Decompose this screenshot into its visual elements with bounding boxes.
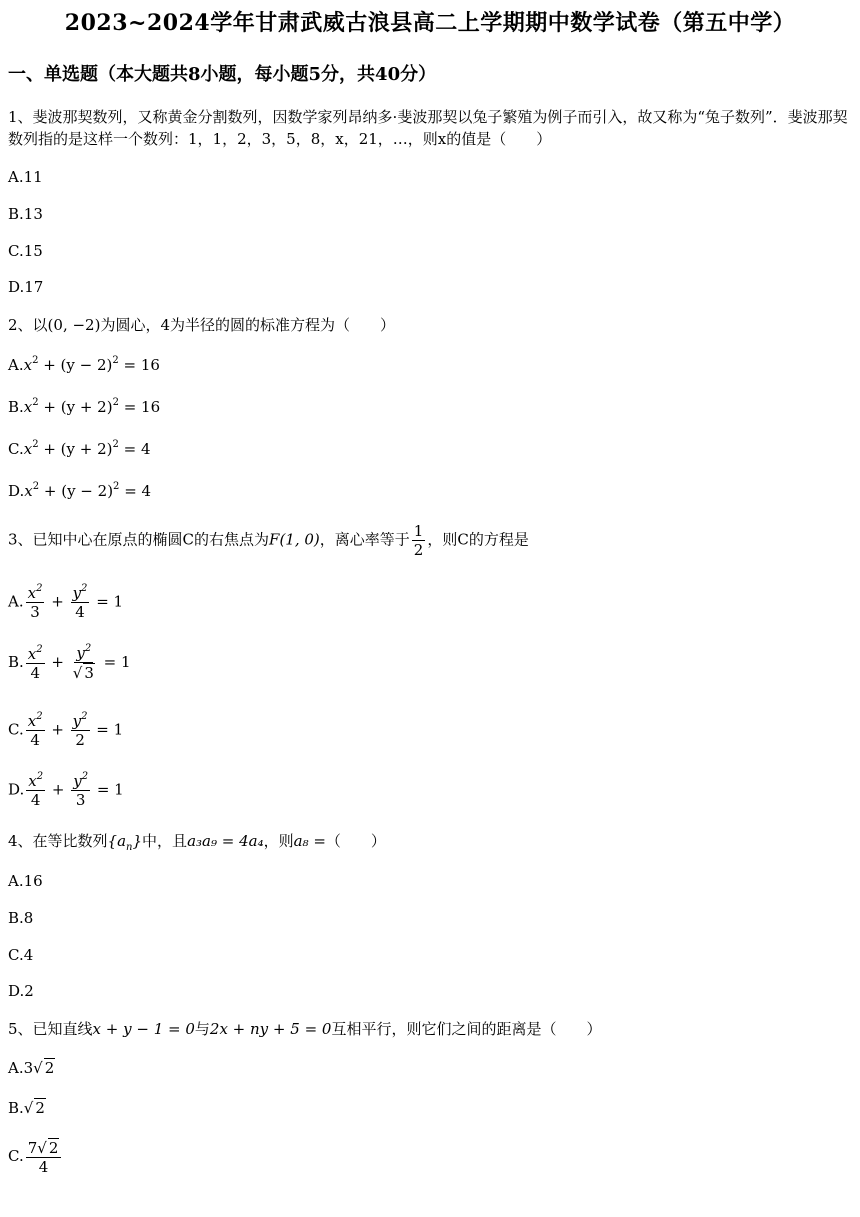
q2-option-d[interactable]: $D.x^2 + (y - 2)^2 = 4$ [8,481,152,500]
q3-focus: F(1, 0) [269,530,320,549]
q4-equation: a₃a₉ = 4a₄ [187,832,264,850]
q2-option-a-label: A. [8,356,24,374]
q2-option-b-mid: + (y + 2) [38,398,113,416]
page-title: 2023~2024学年甘肃武威古浪县高二上学期期中数学试卷（第五中学） [64,10,796,36]
q5-option-b-label: B. [8,1099,24,1117]
q3-option-a-rhs: = 1 [91,592,124,611]
q5-option-a[interactable]: A.3√ 2 [8,1059,55,1077]
q3-option-d-label: D. [8,780,25,799]
q2-option-c-label: C. [8,440,24,458]
q4-sequence: $\{a_n\}$ [107,832,143,853]
q5-option-c-fraction: $\frac{7√ 2}{4}$ [26,1138,62,1176]
q2-option-b-label: B. [8,398,24,416]
q3-eccentricity-fraction: $\frac{1}{2}$ [413,522,424,559]
q5-option-b[interactable]: B.√ 2 [8,1099,45,1117]
q3-option-b[interactable]: B. $\frac{x^2}{4}$ + $\frac{y^2}{√ 3}$ = 1 [8,643,131,682]
question-2 [8,314,395,335]
q5-option-a-radicand: 2 [44,1059,55,1077]
q3-option-b-frac1: $\frac{x^2}{4}$ [27,643,43,682]
q3-suffix: ，则C的方程是 [427,530,529,549]
q2-option-a-mid: + (y − 2) [38,356,113,374]
q2-option-b-base: x [23,398,33,416]
q5-option-b-radicand: 2 [35,1099,45,1117]
q3-option-b-label: B. [8,653,24,671]
section-heading: 一、单选题（本大题共8小题，每小题5分，共40分） [8,64,437,85]
q3-option-c-frac1: $\frac{x^2}{4}$ [27,711,43,749]
q3-option-a[interactable]: A. $\frac{x^2}{3}$ + $\frac{y^2}{4}$ = 1 [8,583,124,621]
q3-option-c-rhs: = 1 [91,720,124,739]
q3-option-d-frac1: $\frac{x^2}{4}$ [28,771,44,809]
question-3 [8,522,529,559]
q4-mid2: ，则 [263,832,294,850]
q2-option-d-label: D. [8,482,25,500]
q2-center: (0, −2) [47,316,101,334]
q4-prefix: 4、在等比数列 [8,832,108,850]
q1-option-c[interactable]: C.15 [8,242,43,260]
q2-option-c-mid: + (y + 2) [38,440,113,458]
q3-option-a-frac2: $\frac{y^2}{4}$ [72,583,88,621]
q2-suffix: 为圆心，4为半径的圆的标准方程为（ ） [100,316,395,334]
q5-option-c-label: C. [8,1147,24,1165]
question-1: 1、斐波那契数列，又称黄金分割数列，因数学家列昂纳多·斐波那契以兔子繁殖为例子而引入，故又称为“兔子数列”．斐波那契数列指的是这样一个数列：1，1，2，3，5，8，x，21，…，则x的值是（ ） [8,108,848,148]
q5-line2: 2x + ny + 5 = 0 [209,1020,332,1038]
q5-option-c[interactable] [8,1138,63,1176]
q5-prefix: 5、已知直线 [8,1020,93,1038]
q5-line1: x + y − 1 = 0 [92,1020,195,1038]
q4-suffix: （ ） [325,832,386,850]
q2-option-a-rhs: = 16 [118,356,160,374]
q3-option-c-label: C. [8,720,24,739]
q3-option-b-frac2: $\frac{y^2}{√ 3}$ [72,643,94,682]
q2-option-b[interactable]: $B.x^2 + (y + 2)^2 = 16$ [8,397,161,416]
q2-option-c-rhs: = 4 [118,440,151,458]
q3-option-c-frac2: $\frac{y^2}{2}$ [72,711,88,749]
q3-option-a-frac1: $\frac{x^2}{3}$ [27,583,43,621]
q3-option-c[interactable]: C. $\frac{x^2}{4}$ + $\frac{y^2}{2}$ = 1 [8,711,124,749]
q2-option-c[interactable]: $C.x^2 + (y + 2)^2 = 4$ [8,439,151,458]
q4-mid: 中，且 [142,832,188,850]
q4-option-a[interactable]: A.16 [8,872,43,890]
q4-option-d[interactable]: D.2 [8,982,34,1000]
q2-option-d-rhs: = 4 [119,482,152,500]
q3-option-d-rhs: = 1 [92,780,124,799]
q4-option-c[interactable]: C.4 [8,946,34,964]
q5-mid: 与 [194,1020,210,1038]
q1-option-b[interactable]: B.13 [8,205,43,223]
q4-option-b[interactable]: B.8 [8,909,34,927]
q2-option-d-mid: + (y − 2) [39,482,114,500]
q3-option-d[interactable]: D. $\frac{x^2}{4}$ + $\frac{y^2}{3}$ = 1 [8,771,124,809]
q5-suffix: 互相平行，则它们之间的距离是（ ） [331,1020,602,1038]
q2-option-a-base: x [23,356,33,374]
q3-mid: ，离心率等于 [319,530,410,549]
q3-option-b-rhs: = 1 [98,653,131,671]
q2-option-a[interactable]: $A.x^2 + (y - 2)^2 = 16$ [8,355,160,374]
q4-target: a₈ = [293,832,326,850]
q1-option-d[interactable]: D.17 [8,278,44,296]
q3-option-a-label: A. [8,592,24,611]
question-4 [8,830,386,851]
q3-prefix: 3、已知中心在原点的椭圆C的右焦点为 [8,530,270,549]
q2-option-d-base: x [24,482,33,500]
question-5 [8,1018,601,1039]
q3-option-d-frac2: $\frac{y^2}{3}$ [73,771,89,809]
q2-prefix: 2、以 [8,316,48,334]
q2-option-b-rhs: = 16 [118,398,161,416]
q1-option-a[interactable]: A.11 [8,168,43,186]
q5-option-a-label: A. [8,1059,24,1077]
q2-option-c-base: x [23,440,33,458]
q5-option-a-coef: 3 [23,1059,34,1077]
